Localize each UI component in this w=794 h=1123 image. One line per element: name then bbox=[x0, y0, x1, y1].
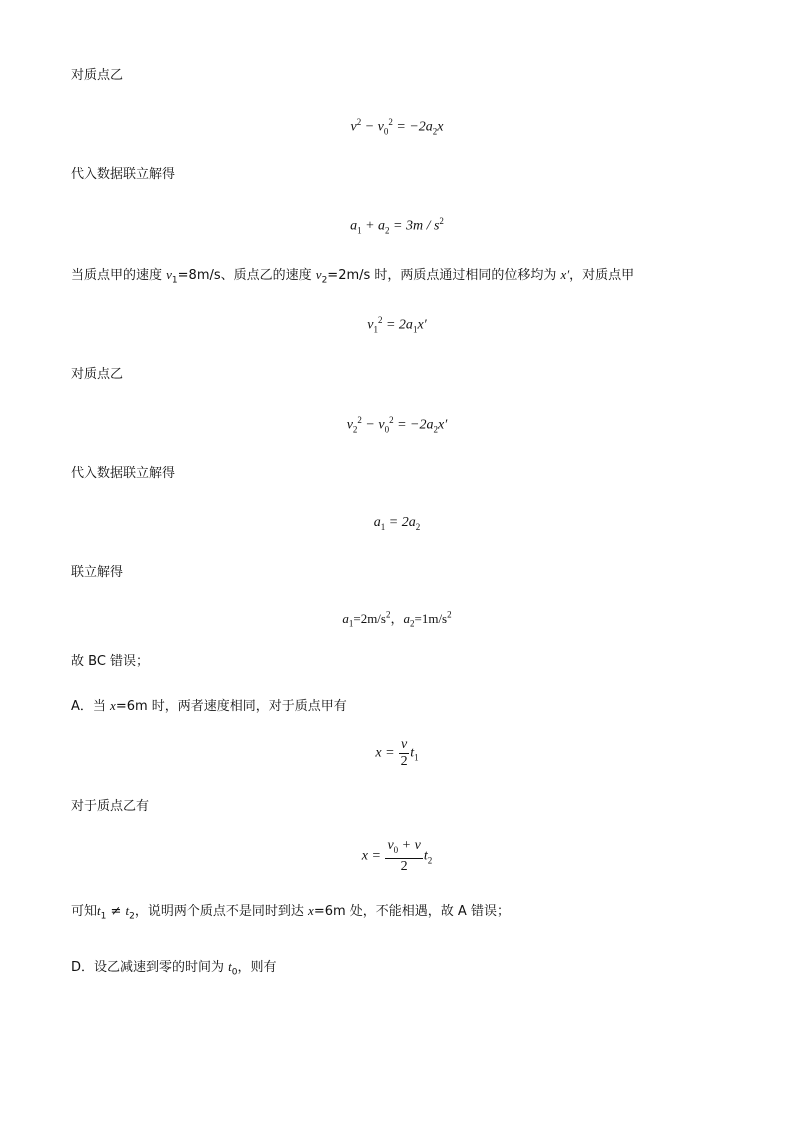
equation-1: $v^2 - v_0^2 = -2a_2x$ bbox=[350, 117, 444, 137]
text-line: 故 BC 错误； bbox=[71, 654, 150, 669]
text-line: 对质点乙 bbox=[71, 68, 124, 83]
text-line: D．设乙减速到零的时间为 $t_0$，则有 bbox=[71, 959, 277, 978]
text-line: 对于质点乙有 bbox=[71, 799, 150, 814]
text-line: A．当 x=6m 时，两者速度相同，对于质点甲有 bbox=[71, 698, 347, 714]
equation-6: $a_1=2m/s^2$，$a_2=1m/s^2$ bbox=[342, 609, 452, 629]
equation-8: x = $\frac{v_0 + v}{2}$ $t_2$ bbox=[361, 838, 433, 874]
text-line: 可知$t_1 \ne t_2$，说明两个质点不是同时到达 x=6m 处，不能相遇，故 A 错误； bbox=[71, 903, 510, 922]
equation-4: $v_2^2 - v_0^2 = -2a_2x'$ bbox=[346, 415, 448, 435]
text-line: 对质点乙 bbox=[71, 367, 124, 382]
equation-3: $v_1^2 = 2a_1x'$ bbox=[367, 315, 427, 335]
equation-2: $a_1 + a_2 = 3m / s^2$ bbox=[350, 216, 444, 236]
text-line: 代入数据联立解得 bbox=[71, 466, 176, 481]
equation-5: $a_1 = 2a_2$ bbox=[373, 515, 421, 532]
text-line: 代入数据联立解得 bbox=[71, 167, 176, 182]
text-line: 联立解得 bbox=[71, 565, 124, 580]
equation-7: x = $\frac{v}{2}$ $t_1$ bbox=[375, 737, 419, 769]
text-line: 当质点甲的速度 $v_1=8m/s$、质点乙的速度 $v_2=2m/s$ 时，两质点通过相同的位移均为 x′，对质点甲 bbox=[71, 267, 635, 286]
